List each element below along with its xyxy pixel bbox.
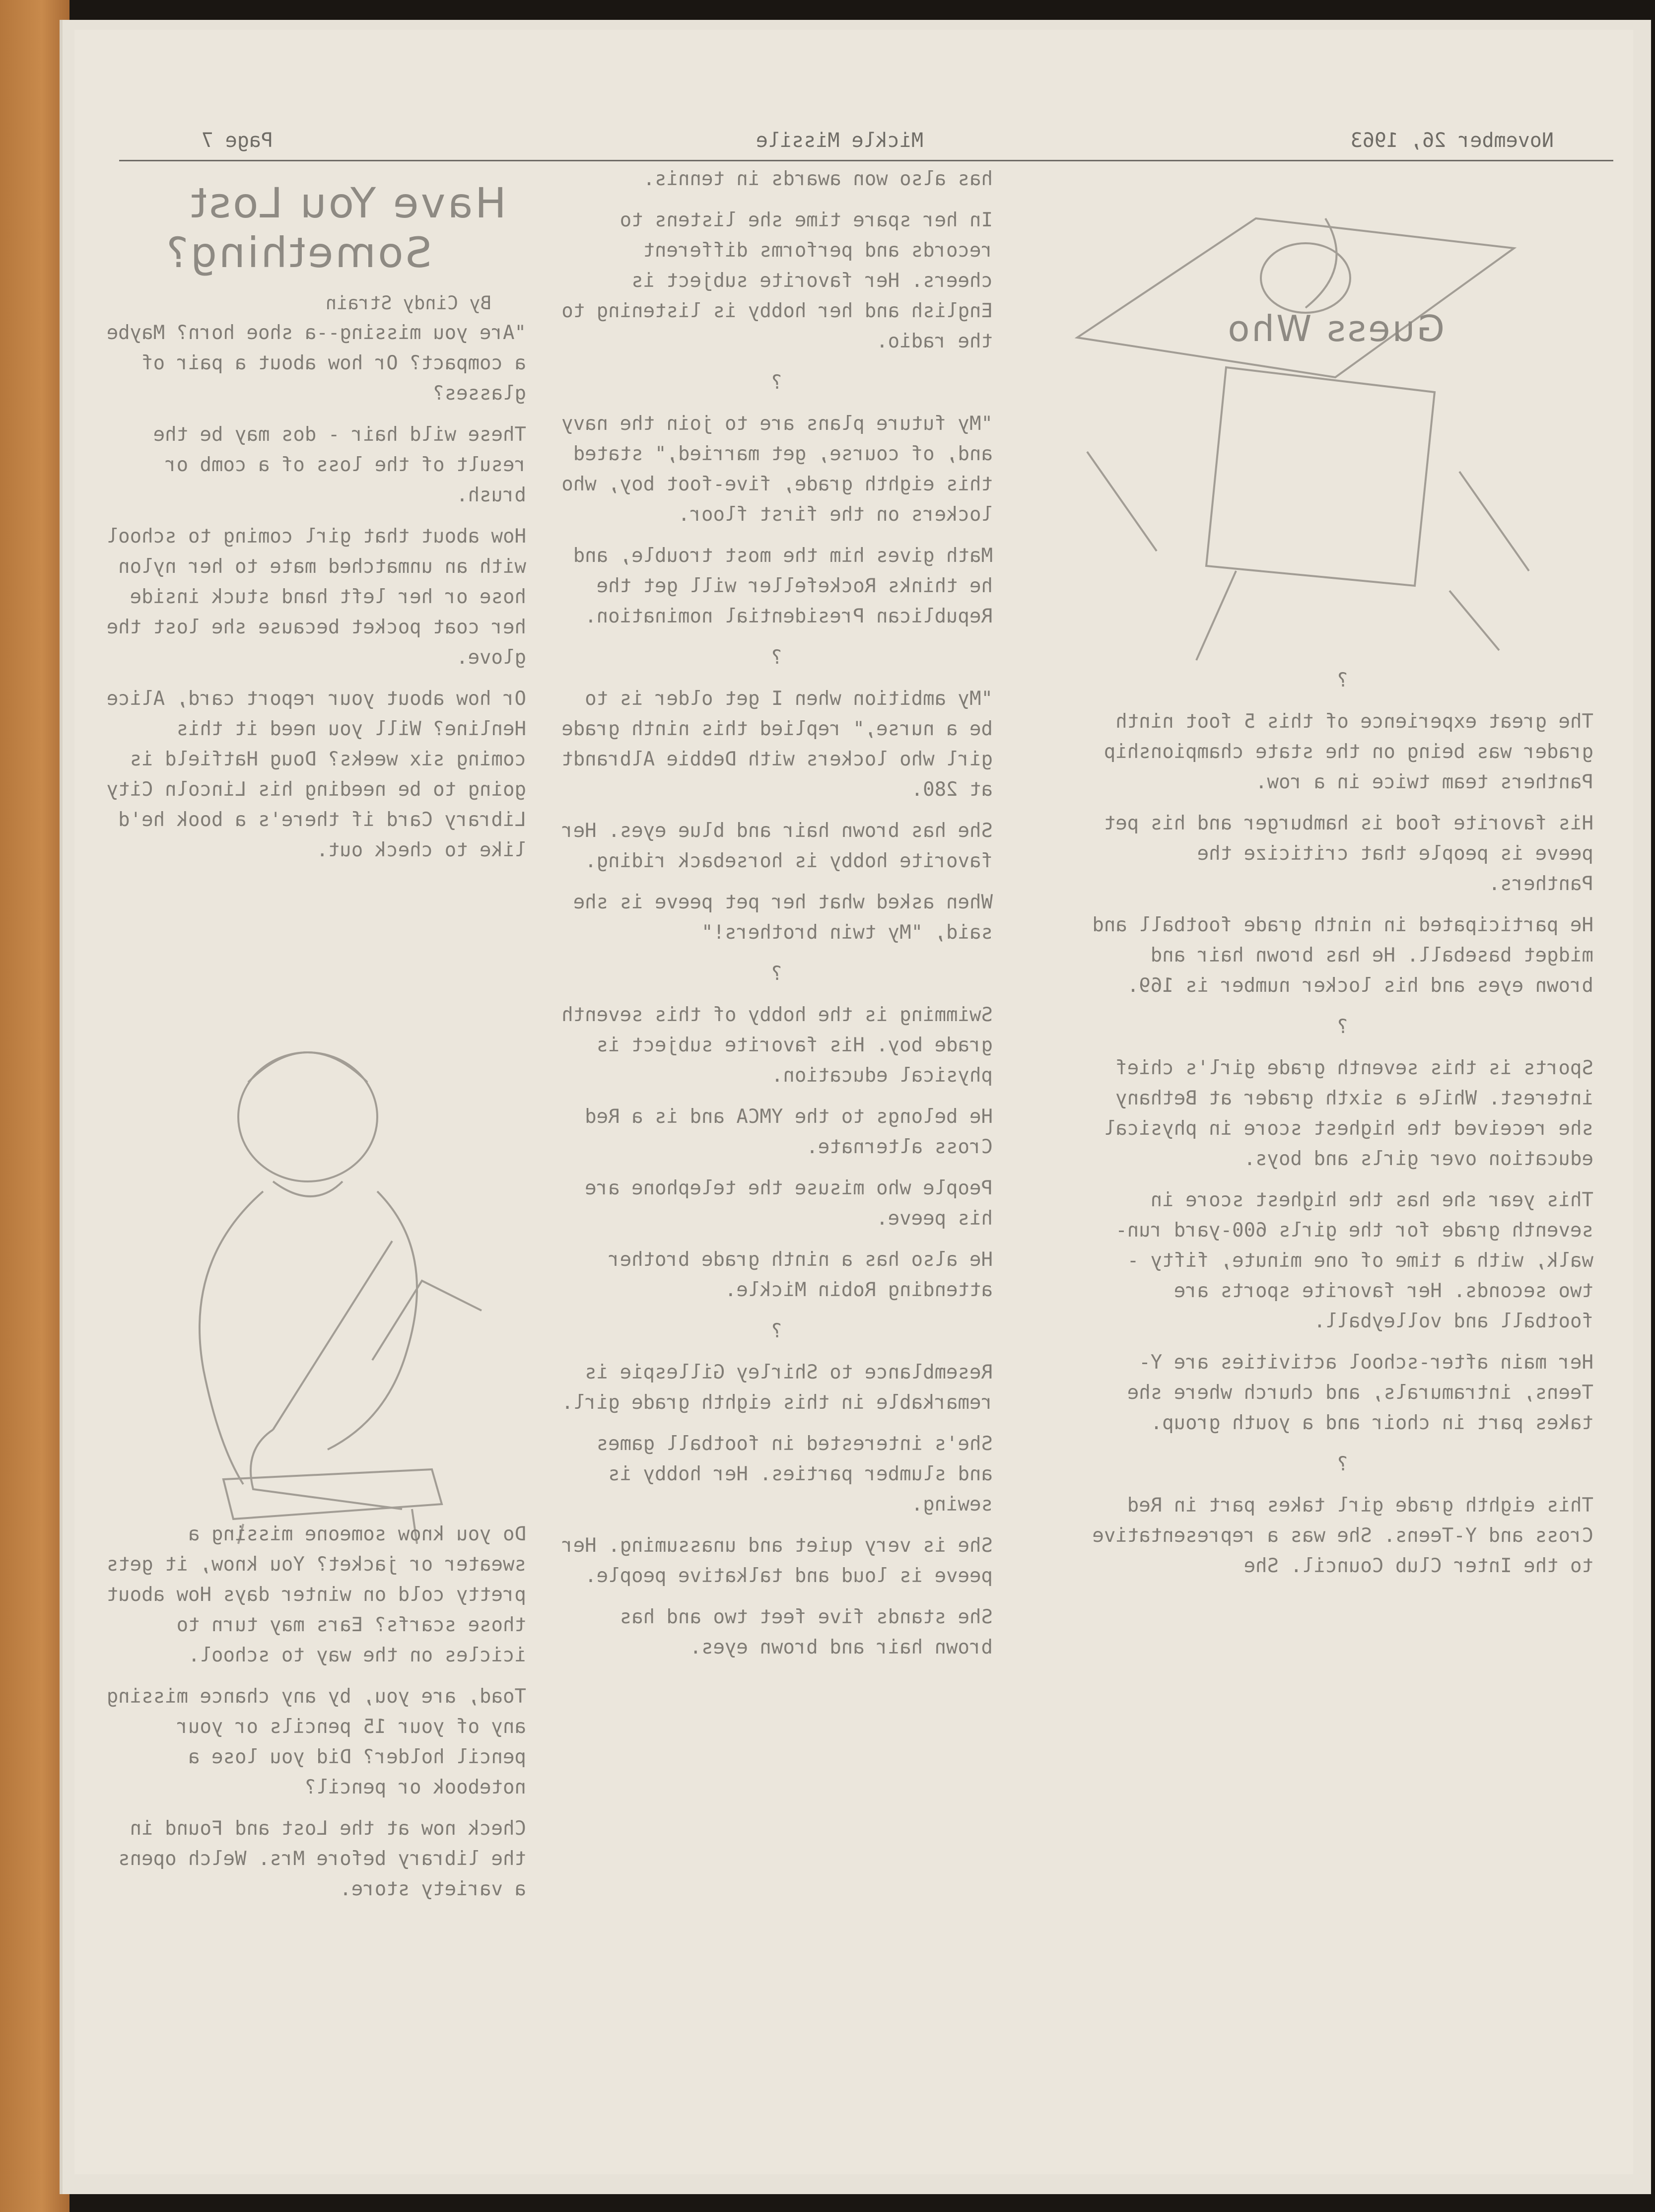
separator-mark: ? [771, 963, 783, 985]
guess-paragraph: In her spare time she listens to records and performs different cheers. Her favorite subject is English and her hobby is listening to the radio. [550, 209, 993, 352]
page-number: Page 7 [201, 129, 273, 152]
separator-mark: ? [771, 646, 783, 669]
lost-paragraph: These wild hair - dos may be the result of the loss of a comb or brush. [141, 423, 526, 506]
guess-who-left-column [1080, 665, 1593, 1592]
lost-byline: By Cindy Strain [325, 292, 491, 314]
lost-article-body-top [95, 318, 526, 876]
guess-paragraph: She is very quiet and unassuming. Her peeve is loud and talkative people. [550, 1534, 993, 1587]
paper-name: Mickle Missile [756, 129, 923, 152]
lost-paragraph: "Are you missing--a shoe horn? Maybe a compact? Or how about a pair of glasses? [95, 322, 526, 405]
guess-paragraph: She has brown hair and blue eyes. Her favorite hobby is horseback riding. [550, 820, 993, 872]
guess-paragraph: Swimming is the hobby of this seventh grade boy. His favorite subject is physical education. [550, 1004, 993, 1087]
girl-illustration [119, 1033, 541, 1549]
lost-paragraph: Or how about your report card, Alice Henline? Will you need it this coming six weeks? Doug Hatfield is going to be needing his Lincoln City Library Card if there's a book he'd like to check out. [95, 688, 526, 861]
header-rule [119, 160, 1613, 161]
mirrored-page-content [74, 30, 1633, 2174]
lost-title-line1: Have You Lost [189, 179, 506, 227]
guess-paragraph: He participated in ninth grade football and midget baseball. He has brown hair and brown eyes and his locker number is 169. [1080, 914, 1593, 997]
separator-mark: ? [771, 371, 783, 394]
lost-title-line2: Something? [164, 228, 432, 277]
guess-paragraph: "My future plans are to join the navy and, of course, get married," stated this eighth grade, five-foot boy, who lockers on the first floor. [550, 413, 993, 526]
guess-paragraph: Her main after-school activities are Y-Teens, intramurals, and church where she takes part in choir and a youth group. [1115, 1351, 1593, 1434]
guess-paragraph: Resemblance to Shirley Gillespie is remarkable in this eighth grade girl. [561, 1361, 993, 1414]
guess-paragraph: She's interested in football games and slumber parties. Her hobby is sewing. [585, 1433, 993, 1516]
newspaper-page [74, 30, 1633, 2174]
lost-paragraph: Toad, are you, by any chance missing any of your 15 pencils or your pencil holder? Did you lose a notebook or pencil? [95, 1685, 526, 1798]
lost-paragraph: How about that girl coming to school with an unmatched mate to her nylon hose or her left hand stuck inside her coat pocket because she lost the glove. [95, 525, 526, 669]
binder-edge [0, 0, 69, 2212]
lost-article-body-bottom [95, 1519, 526, 1915]
guess-paragraph: Math gives him the most trouble, and he thinks Rockefeller will get the Republican Presidential nomination. [561, 545, 993, 627]
guess-paragraph: He also has a ninth grade brother attending Robin Mickle. [596, 1248, 993, 1301]
guess-paragraph: "My ambition when I get older is to be a nurse," replied this ninth grade girl who lockers with Debbie Albrandt at 280. [550, 688, 993, 801]
guess-paragraph: This eighth grade girl takes part in Red Cross and Y-Teens. She was a representative to the Inter Club Council. She [1080, 1494, 1593, 1577]
guess-paragraph: has also won awards in tennis. [643, 168, 993, 190]
guess-who-illustration [1037, 164, 1584, 685]
separator-mark: ? [1337, 1453, 1349, 1475]
guess-paragraph: The great experience of this 5 foot ninth grader was being on the state championship Panthers team twice in a row. [1092, 710, 1593, 793]
guess-paragraph: Sports is this seventh grade girl's chief interest. While a sixth grader at Bethany she received the highest score in physical education over girls and boys. [1092, 1057, 1593, 1170]
guess-who-middle-column [550, 164, 993, 1673]
lost-paragraph: Check now at the Lost and Found in the library before Mrs. Welch opens a variety store. [106, 1817, 526, 1900]
separator-mark: ? [1337, 669, 1349, 691]
guess-paragraph: People who misuse the telephone are his peeve. [573, 1177, 993, 1230]
guess-paragraph: When asked what her pet peeve is she said, "My twin brothers!" [561, 891, 993, 944]
guess-paragraph: This year she has the highest score in seventh grade for the girls 600-yard run-walk, with a time of one minute, fifty - two seconds. Her favorite sports are football and volleyball. [1115, 1189, 1593, 1332]
separator-mark: ? [1337, 1016, 1349, 1038]
lost-paragraph: Do you know someone missing a sweater or jacket? You know, it gets pretty cold on winter days How about those scarfs? Ears may turn to icicles on the way to school. [95, 1523, 526, 1666]
guess-paragraph: She stands five feet two and has brown hair and brown eyes. [608, 1606, 993, 1659]
guess-paragraph: His favorite food is hamburger and his pet peeve is people that criticize the Panthers. [1092, 812, 1593, 895]
issue-date: November 26, 1963 [1350, 129, 1554, 152]
separator-mark: ? [771, 1320, 783, 1342]
guess-who-sign: Guess Who [1226, 308, 1445, 349]
guess-paragraph: He belongs to the YMCA and is a Red Cross alternate. [573, 1106, 993, 1158]
